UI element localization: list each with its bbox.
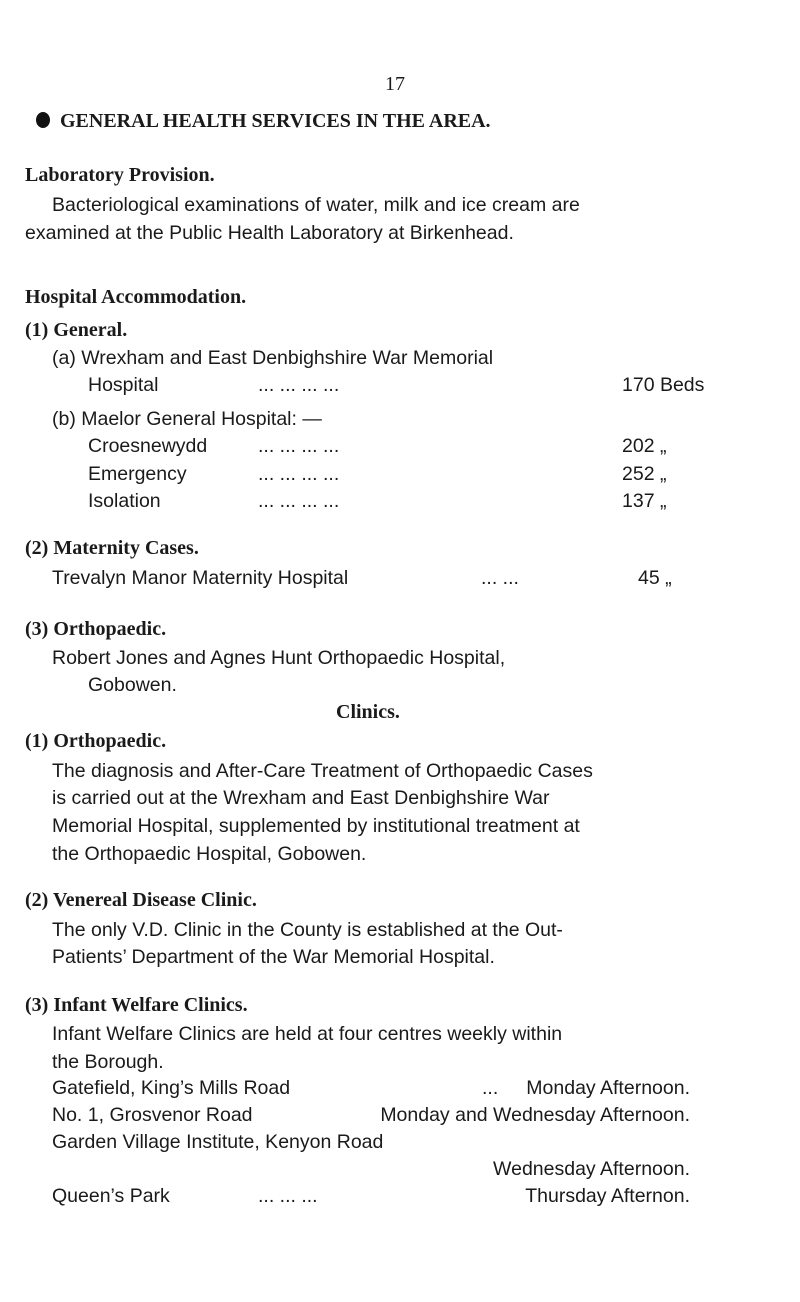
maternity-leader: ... ...	[481, 567, 519, 589]
orthopaedic-hospital-line-2: Gobowen.	[88, 674, 177, 696]
isolation-label: Isolation	[88, 490, 161, 512]
general-heading: (1) General.	[25, 319, 128, 341]
page-number: 17	[385, 73, 405, 95]
infant-welfare-heading: (3) Infant Welfare Clinics.	[25, 994, 248, 1016]
vd-clinic-heading: (2) Venereal Disease Clinic.	[25, 889, 257, 911]
clinics-heading: Clinics.	[336, 701, 400, 723]
orthopaedic-heading: (3) Orthopaedic.	[25, 618, 167, 640]
croesnewydd-beds: 202 „	[622, 435, 667, 457]
vd-clinic-line: The only V.D. Clinic in the County is established at the Out-	[52, 919, 563, 941]
maternity-hospital: Trevalyn Manor Maternity Hospital	[52, 567, 349, 589]
queens-park-leader: ... ... ...	[258, 1185, 318, 1207]
lab-line-1: Bacteriological examinations of water, milk and ice cream are	[52, 194, 580, 216]
clinic-orthopaedic-line: the Orthopaedic Hospital, Gobowen.	[52, 843, 367, 865]
bullet-icon	[36, 112, 50, 128]
hospital-heading: Hospital Accommodation.	[25, 286, 247, 308]
hospital-a-beds: 170 Beds	[622, 374, 705, 396]
croesnewydd-leader: ... ... ... ...	[258, 435, 340, 457]
emergency-label: Emergency	[88, 463, 187, 485]
grosvenor-time: Monday and Wednesday Afternoon.	[380, 1104, 690, 1126]
hospital-a-line-2: Hospital	[88, 374, 159, 396]
gatefield-place: Gatefield, King’s Mills Road	[52, 1077, 291, 1099]
hospital-a-leader: ... ... ... ...	[258, 374, 340, 396]
page-title: GENERAL HEALTH SERVICES IN THE AREA.	[60, 110, 491, 132]
isolation-beds: 137 „	[622, 490, 667, 512]
hospital-b-heading: (b) Maelor General Hospital: —	[52, 408, 322, 430]
infant-welfare-line-2: the Borough.	[52, 1051, 164, 1073]
lab-heading: Laboratory Provision.	[25, 164, 215, 186]
garden-village-place: Garden Village Institute, Kenyon Road	[52, 1131, 384, 1153]
gatefield-leader: ...	[482, 1077, 499, 1099]
isolation-leader: ... ... ... ...	[258, 490, 340, 512]
emergency-leader: ... ... ... ...	[258, 463, 340, 485]
garden-village-time: Wednesday Afternoon.	[493, 1158, 690, 1180]
orthopaedic-hospital-line-1: Robert Jones and Agnes Hunt Orthopaedic Hospital,	[52, 647, 506, 669]
lab-line-2: examined at the Public Health Laboratory at Birkenhead.	[25, 222, 514, 244]
emergency-beds: 252 „	[622, 463, 667, 485]
queens-park-place: Queen’s Park	[52, 1185, 170, 1207]
vd-clinic-line: Patients’ Department of the War Memorial Hospital.	[52, 946, 495, 968]
queens-park-time: Thursday Afternon.	[525, 1185, 690, 1207]
clinic-orthopaedic-line: Memorial Hospital, supplemented by institutional treatment at	[52, 815, 580, 837]
maternity-heading: (2) Maternity Cases.	[25, 537, 199, 559]
maternity-beds: 45 „	[638, 567, 672, 589]
clinic-orthopaedic-line: The diagnosis and After-Care Treatment of Orthopaedic Cases	[52, 760, 593, 782]
clinic-orthopaedic-line: is carried out at the Wrexham and East Denbighshire War	[52, 787, 550, 809]
clinic-orthopaedic-heading: (1) Orthopaedic.	[25, 730, 167, 752]
croesnewydd-label: Croesnewydd	[88, 435, 208, 457]
hospital-a-line-1: (a) Wrexham and East Denbighshire War Memorial	[52, 347, 494, 369]
infant-welfare-line-1: Infant Welfare Clinics are held at four centres weekly within	[52, 1023, 563, 1045]
grosvenor-place: No. 1, Grosvenor Road	[52, 1104, 253, 1126]
gatefield-time: Monday Afternoon.	[526, 1077, 690, 1099]
